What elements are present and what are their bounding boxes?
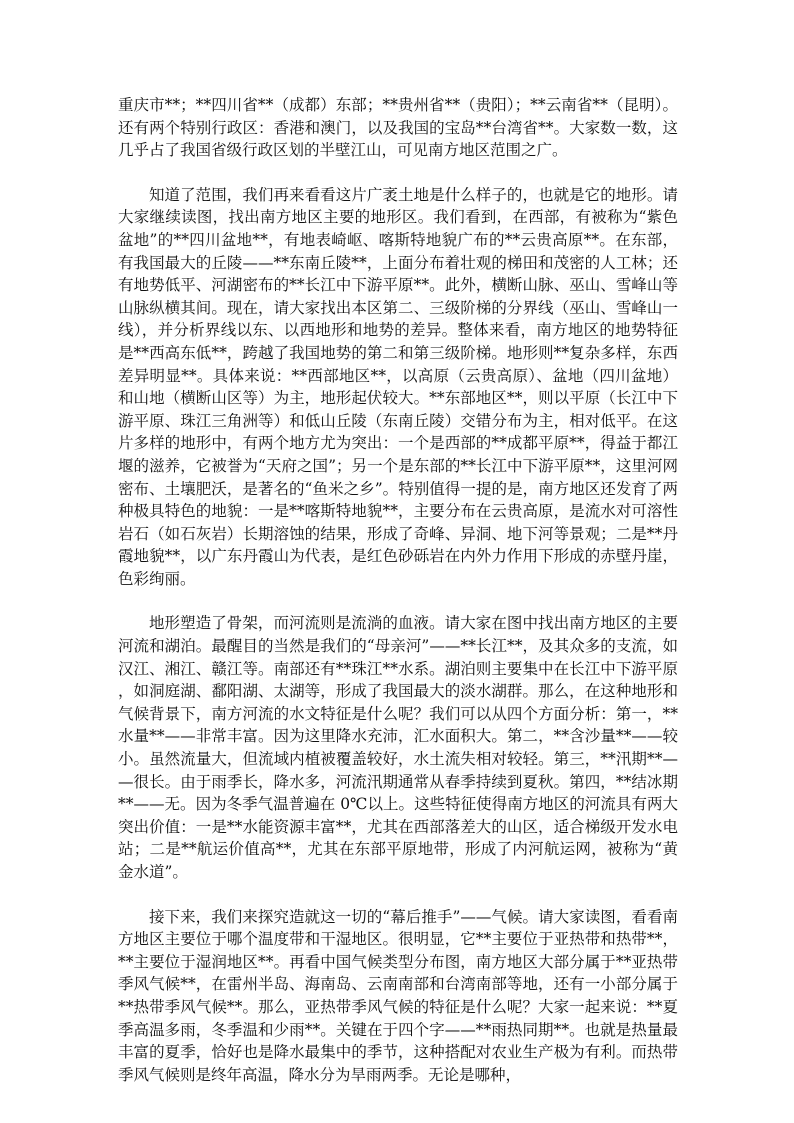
paragraph-climate: 接下来，我们来探究造就这一切的“幕后推手”——气候。请大家读图，看看南方地区主要位于哪个温度带和干湿地区。很明显，它**主要位于亚热带和热带**，**主要位于湿润地区**。再看中国气候类型分布图，南方地区大部分属于**亚热带季风气候**，在雷州半岛、海南岛、云南南部和台湾南部等地，还有一小部分属于**热带季风气候**。那么，亚热带季风气候的特征是什么呢？大家一起来说：**夏季高温多雨，冬季温和少雨**。关键在于四个字——**雨热同期**。也就是热量最丰富的夏季，恰好也是降水最集中的季节，这种搭配对农业生产极为有利。而热带季风气候则是终年高温，降水分为旱雨两季。无论是哪种， [118,907,678,1084]
document-page [118,94,678,1086]
paragraph-terrain: 知道了范围，我们再来看看这片广袤土地是什么样子的，也就是它的地形。请大家继续读图，找出南方地区主要的地形区。我们看到，在西部，有被称为“紫色盆地”的**四川盆地**，有地表崎岖、喀斯特地貌广布的**云贵高原**。在东部，有我国最大的丘陵——**东南丘陵**，上面分布着壮观的梯田和茂密的人工林；还有地势低平、河湖密布的**长江中下游平原**。此外，横断山脉、巫山、雪峰山等山脉纵横其间。现在，请大家找出本区第二、三级阶梯的分界线（巫山、雪峰山一线），并分析界线以东、以西地形和地势的差异。整体来看，南方地区的地势特征是**西高东低**，跨越了我国地势的第二和第三级阶梯。地形则**复杂多样，东西差异明显**。具体来说：**西部地区**，以高原（云贵高原）、盆地（四川盆地）和山地（横断山区等）为主，地形起伏较大。**东部地区**，则以平原（长江中下游平原、珠江三角洲等）和低山丘陵（东南丘陵）交错分布为主，相对低平。在这片多样的地形中，有两个地方尤为突出：一个是西部的**成都平原**，得益于都江堰的滋养，它被誉为“天府之国”；另一个是东部的**长江中下游平原**，这里河网密布、土壤肥沃，是著名的“鱼米之乡”。特别值得一提的是，南方地区还发育了两种极具特色的地貌：一是**喀斯特地貌**，主要分布在云贵高原，是流水对可溶性岩石（如石灰岩）长期溶蚀的结果，形成了奇峰、异洞、地下河等景观；二是**丹霞地貌**，以广东丹霞山为代表，是红色砂砾岩在内外力作用下形成的赤壁丹崖，色彩绚丽。 [118,185,678,588]
paragraph-provinces-range: 重庆市**；**四川省**（成都）东部；**贵州省**（贵阳）；**云南省**（昆明）。还有两个特别行政区：香港和澳门，以及我国的宝岛**台湾省**。大家数一数，这几乎占了我国省级行政区划的半壁江山，可见南方地区范围之广。 [118,96,678,160]
paragraph-rivers: 地形塑造了骨架，而河流则是流淌的血液。请大家在图中找出南方地区的主要河流和湖泊。最醒目的当然是我们的“母亲河”——**长江**，及其众多的支流，如汉江、湘江、赣江等。南部还有**珠江**水系。湖泊则主要集中在长江中下游平原，如洞庭湖、鄱阳湖、太湖等，形成了我国最大的淡水湖群。那么，在这种地形和气候背景下，南方河流的水文特征是什么呢？我们可以从四个方面分析：第一，**水量**——非常丰富。因为这里降水充沛，汇水面积大。第二，**含沙量**——较小。虽然流量大，但流域内植被覆盖较好，水土流失相对较轻。第三，**汛期**——很长。由于雨季长，降水多，河流汛期通常从春季持续到夏秋。第四，**结冰期**——无。因为冬季气温普遍在 0℃以上。这些特征使得南方地区的河流具有两大突出价值：一是**水能资源丰富**，尤其在西部落差大的山区，适合梯级开发水电站；二是**航运价值高**，尤其在东部平原地带，形成了内河航运网，被称为“黄金水道”。 [118,614,678,881]
